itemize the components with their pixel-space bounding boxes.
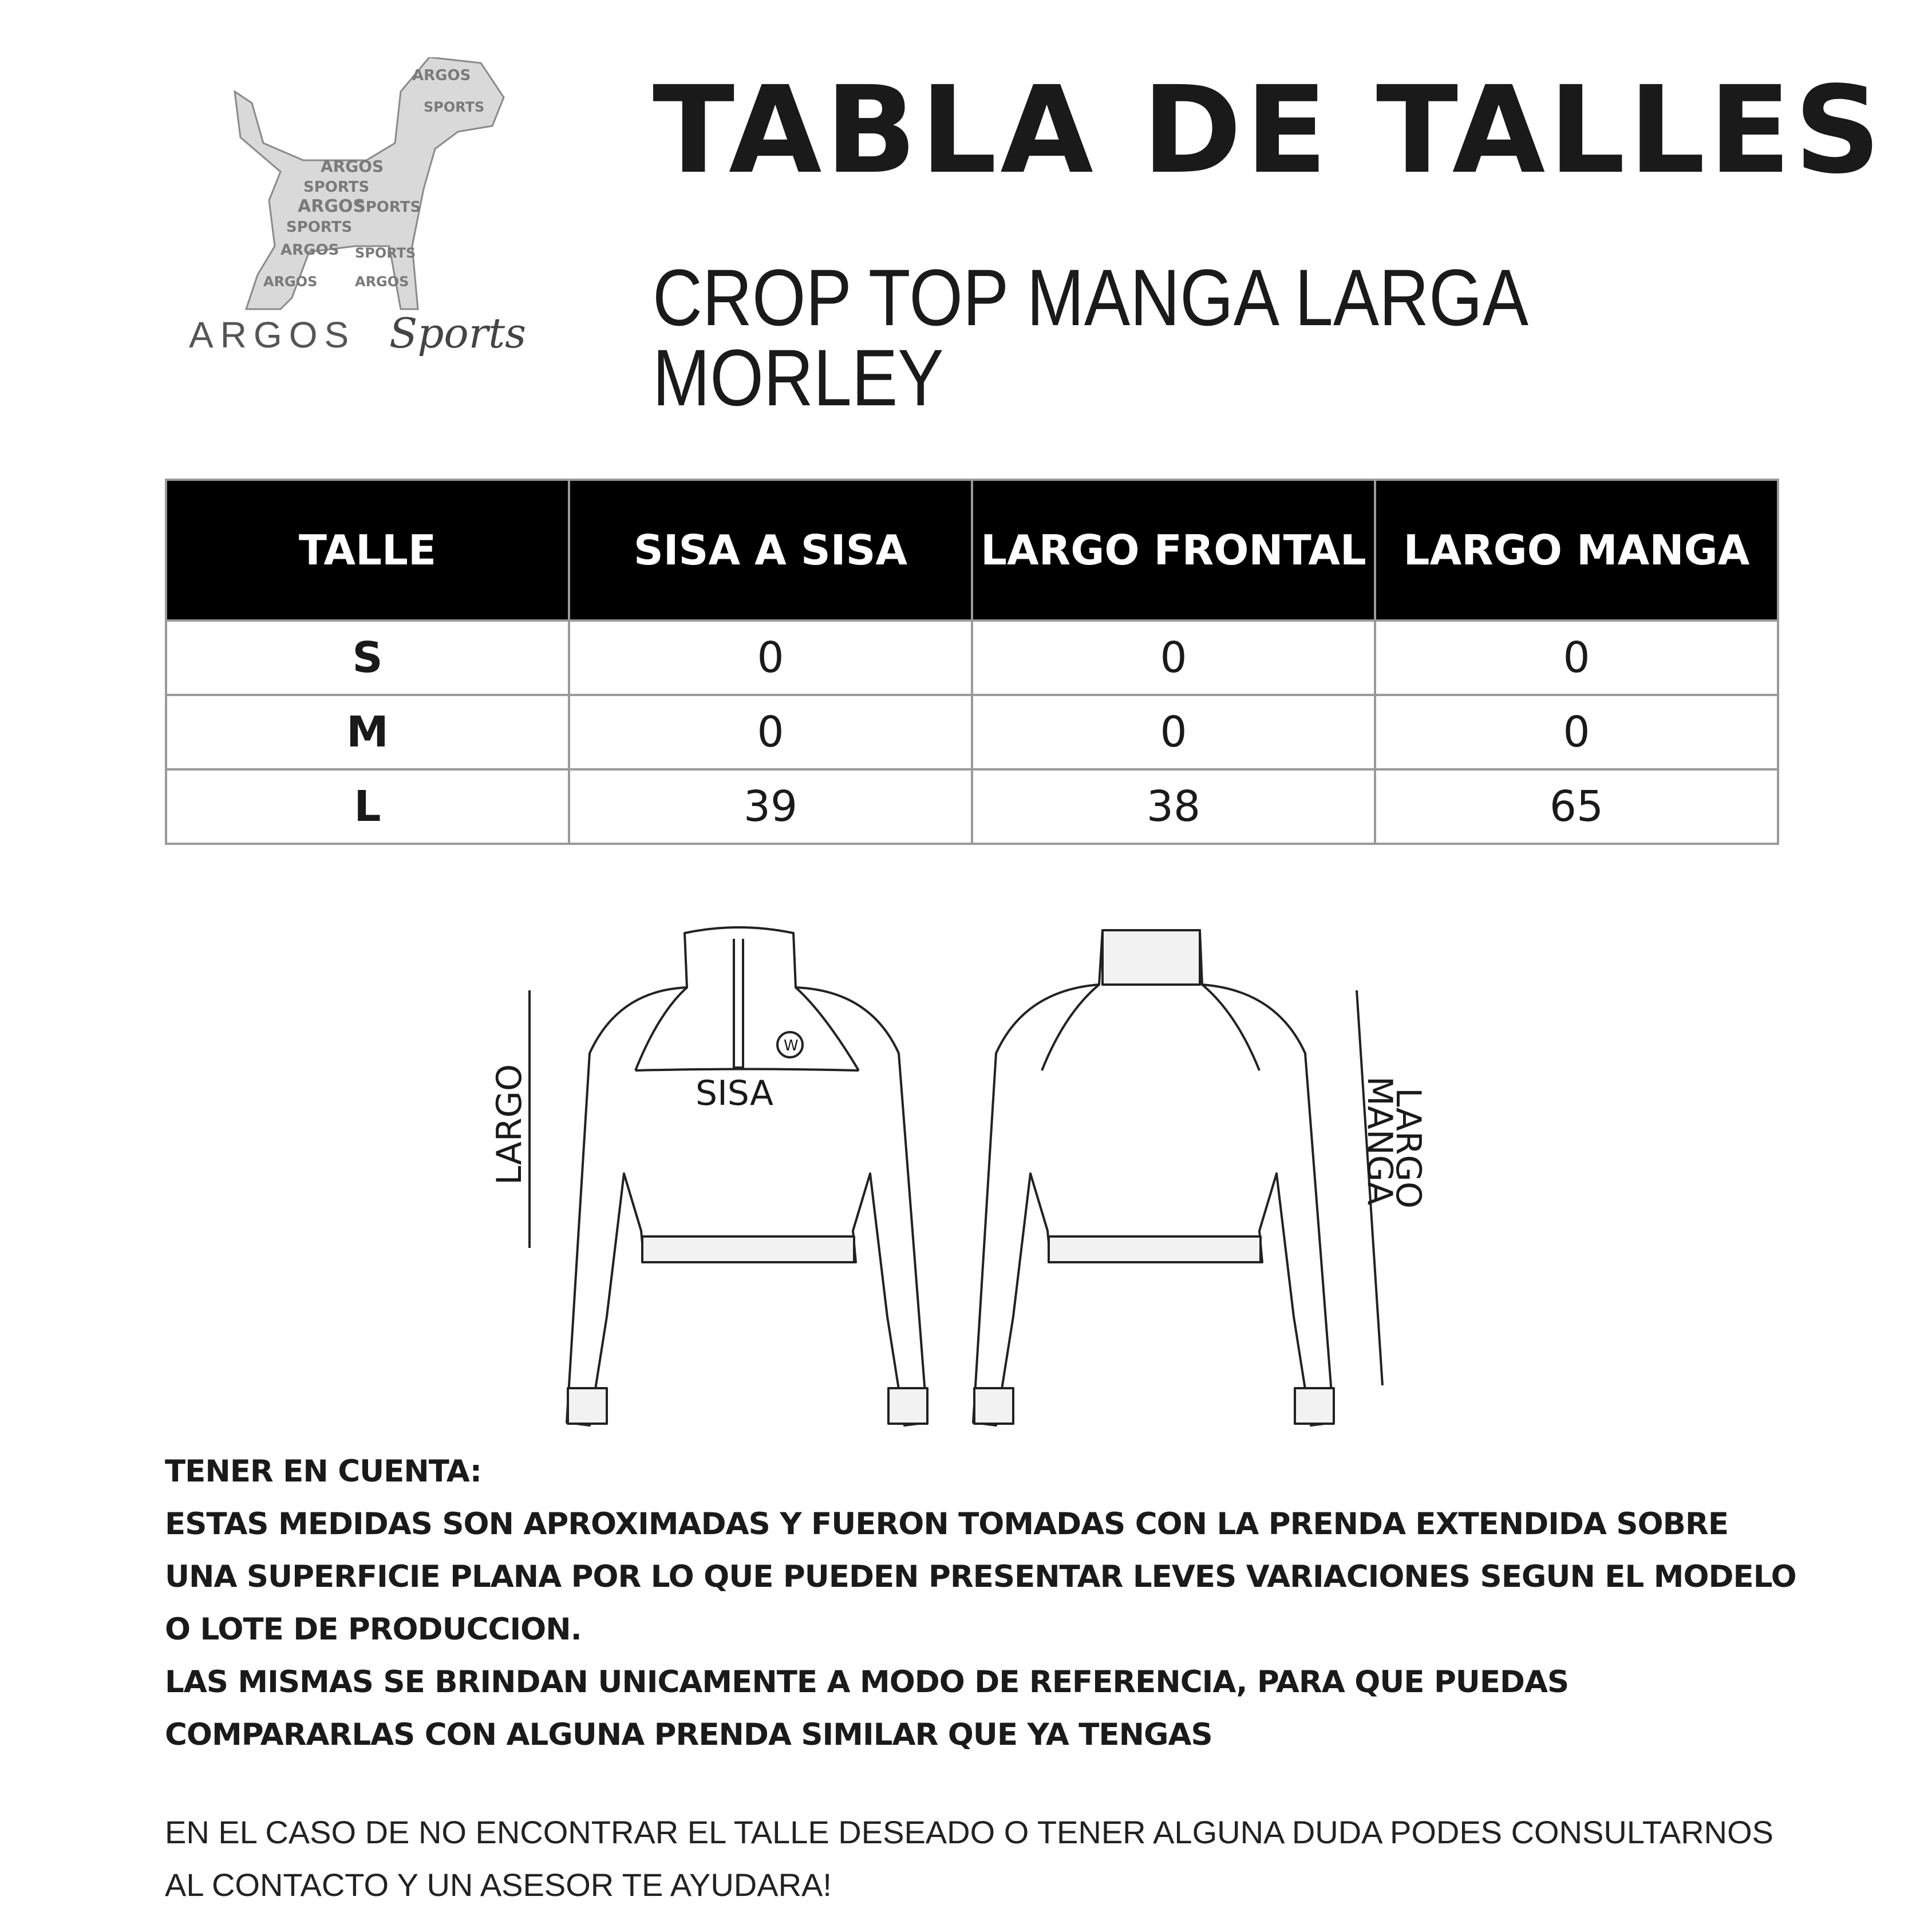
notes-section — [165, 1445, 1796, 1761]
page-title: TABLA DE TALLES — [653, 60, 1884, 200]
badge-letter: W — [784, 1037, 799, 1054]
value-cell: 39 — [569, 769, 972, 844]
contact-text: EN EL CASO DE NO ENCONTRAR EL TALLE DESEADO O TENER ALGUNA DUDA PODES CONSULTARNOS AL CONTACTO Y UN ASESOR TE AYUDARA! — [165, 1814, 1774, 1903]
sisa-label: SISA — [696, 1073, 774, 1113]
logo-word: SPORTS — [303, 179, 370, 196]
value-cell: 0 — [972, 621, 1375, 695]
largo-manga-label-2: MANGA — [1360, 1076, 1400, 1206]
notes-line-2: LAS MISMAS SE BRINDAN UNICAMENTE A MODO DE REFERENCIA, PARA QUE PUEDAS COMPARARLAS CON ALGUNA PRENDA SIMILAR QUE YA TENGAS — [165, 1665, 1569, 1752]
value-cell: 0 — [972, 695, 1375, 769]
size-cell: L — [166, 769, 569, 844]
value-cell: 0 — [1375, 621, 1778, 695]
back-garment-outline — [973, 930, 1334, 1425]
value-cell: 0 — [569, 621, 972, 695]
logo-word: SPORTS — [286, 219, 353, 236]
logo-word: SPORTS — [424, 99, 485, 115]
back-collar — [1103, 930, 1200, 985]
front-cuff-right — [888, 1388, 927, 1424]
notes-heading: TENER EN CUENTA: — [165, 1454, 481, 1489]
logo-word: ARGOS — [412, 67, 471, 84]
back-cuff-left — [974, 1388, 1013, 1424]
logo-word: ARGOS — [321, 157, 384, 176]
size-cell: M — [166, 695, 569, 769]
table-row — [166, 621, 1778, 695]
front-cuff-left — [568, 1388, 607, 1424]
logo-script-text: Sports — [389, 309, 527, 357]
column-header-largo-manga: LARGO MANGA — [1375, 480, 1778, 621]
crop-top-diagram — [469, 904, 1465, 1431]
value-cell: 38 — [972, 769, 1375, 844]
garment-diagram — [469, 904, 1465, 1431]
product-subtitle: CROP TOP MANGA LARGA MORLEY — [653, 252, 1525, 422]
largo-manga-label-1: LARGO — [1388, 1088, 1428, 1209]
back-waistband — [1049, 1236, 1261, 1262]
logo-word: ARGOS — [263, 274, 318, 290]
notes-line-1: ESTAS MEDIDAS SON APROXIMADAS Y FUERON TOMADAS CON LA PRENDA EXTENDIDA SOBRE UNA SUPERFICIE PLANA POR LO QUE PUEDEN PRESENTAR LEVES VARIACIONES SEGUN EL MODELO O LOTE DE PRODUCCION. — [165, 1507, 1796, 1647]
value-cell: 65 — [1375, 769, 1778, 844]
column-header-talle: TALLE — [166, 480, 569, 621]
logo-word: ARGOS — [355, 274, 409, 290]
logo-word: ARGOS — [298, 196, 366, 216]
front-waistband — [642, 1236, 854, 1262]
logo-word: SPORTS — [355, 245, 416, 261]
value-cell: 0 — [1375, 695, 1778, 769]
value-cell: 0 — [569, 695, 972, 769]
largo-label: LARGO — [489, 1064, 530, 1185]
size-cell: S — [166, 621, 569, 695]
size-table — [165, 479, 1779, 845]
column-header-sisa: SISA A SISA — [569, 480, 972, 621]
table-header-row — [166, 480, 1778, 621]
table-row — [166, 769, 1778, 844]
back-cuff-right — [1295, 1388, 1334, 1424]
logo-brand-text: ARGOS — [189, 314, 356, 355]
logo-word: SPORTS — [355, 199, 421, 216]
table-row — [166, 695, 1778, 769]
front-garment-outline — [567, 927, 927, 1425]
column-header-largo-frontal: LARGO FRONTAL — [972, 480, 1375, 621]
logo-word: ARGOS — [280, 242, 339, 259]
